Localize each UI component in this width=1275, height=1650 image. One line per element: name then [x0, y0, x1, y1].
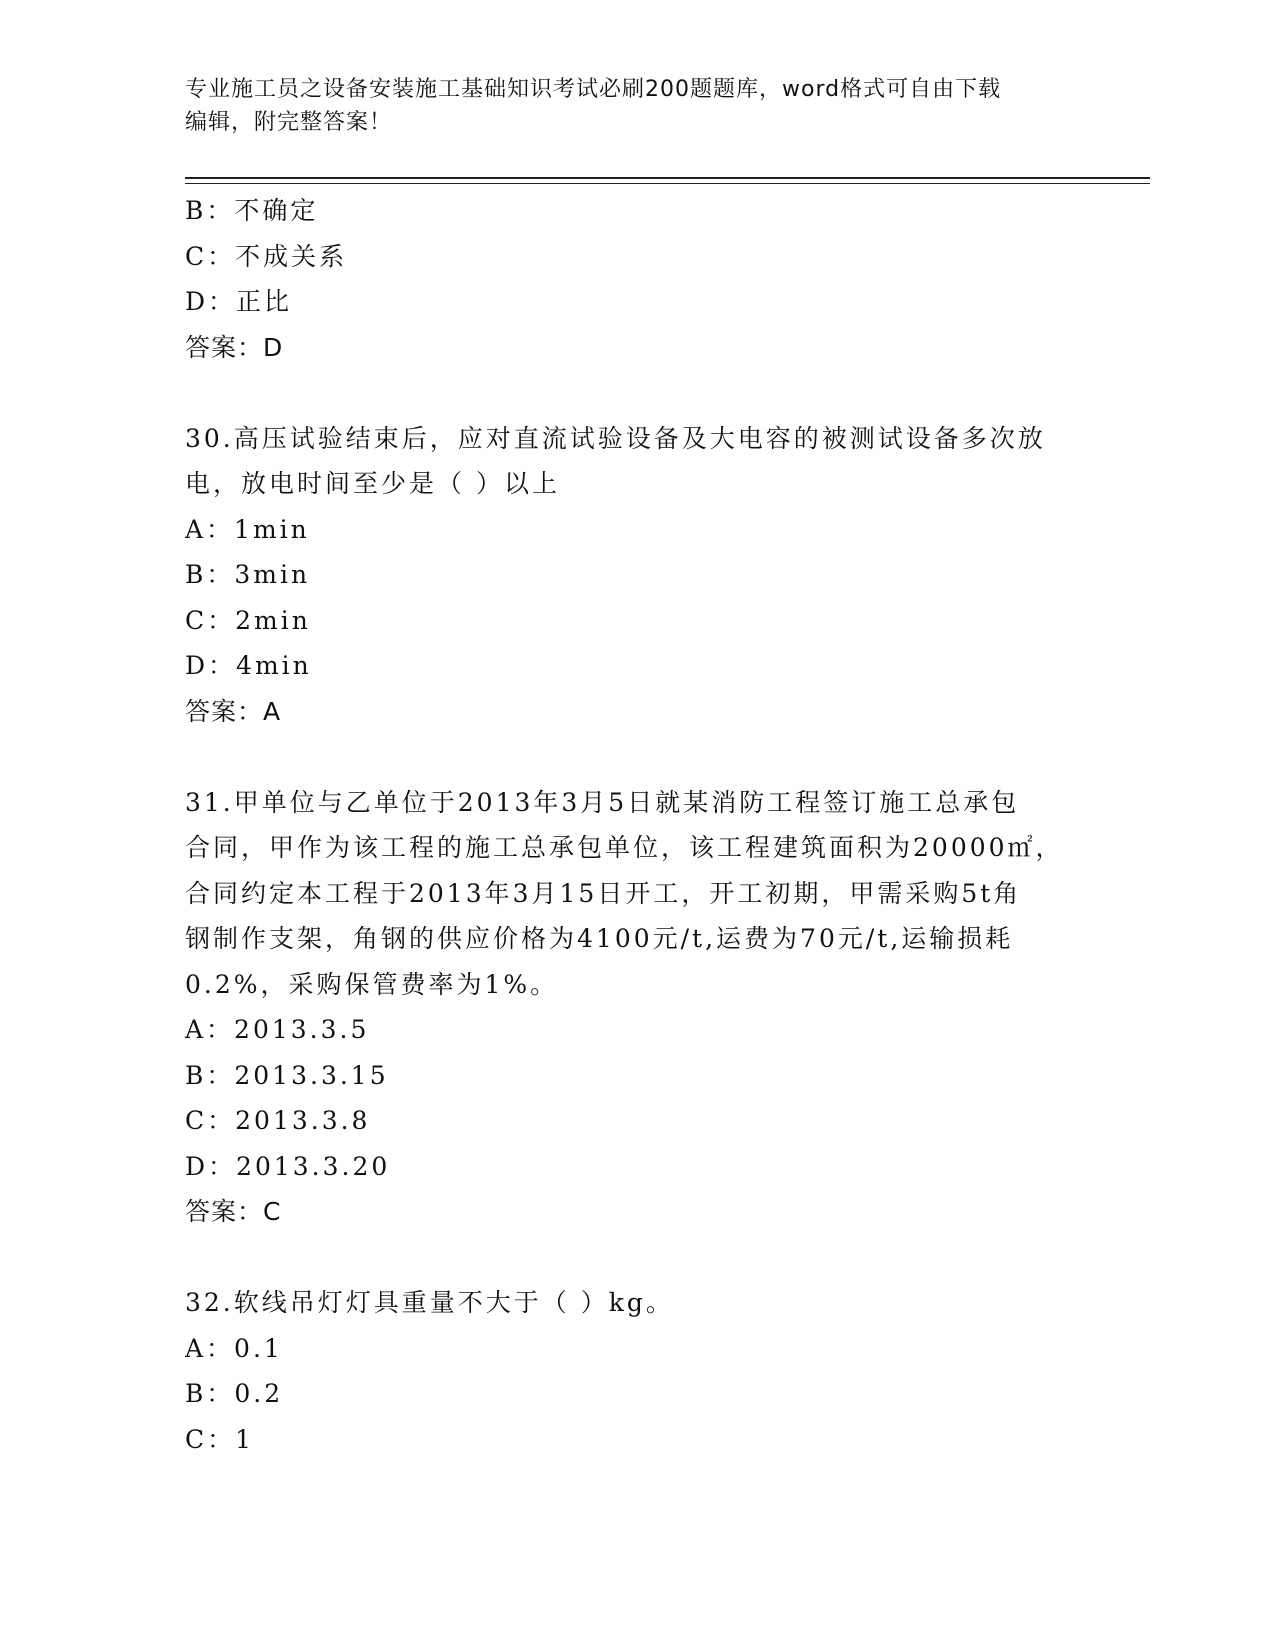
- option-d: D：4min: [185, 651, 312, 680]
- header-divider-thick: [185, 177, 1150, 179]
- question-text-line: 31.甲单位与乙单位于2013年3月5日就某消防工程签订施工总承包: [185, 787, 1020, 817]
- question-spacer: [185, 1235, 1085, 1281]
- option-a: A：2013.3.5: [185, 1015, 370, 1044]
- question-32: [185, 1280, 1085, 1462]
- option-d: D：正比: [185, 287, 293, 316]
- option-b: B：0.2: [185, 1379, 284, 1408]
- option-c: C：1: [185, 1424, 255, 1454]
- option-b: B：2013.3.15: [185, 1060, 389, 1090]
- question-text-line: 0.2%，采购保管费率为1%。: [185, 969, 559, 999]
- question-text-line: 30.高压试验结束后，应对直流试验设备及大电容的被测试设备多次放: [185, 423, 1046, 453]
- question-text-line: 合同约定本工程于2013年3月15日开工，开工初期，甲需采购5t角: [185, 878, 1022, 908]
- question-31: [185, 780, 1085, 1235]
- answer-line: 答案：C: [185, 1197, 282, 1226]
- question-29-partial: [185, 188, 1085, 370]
- option-d: D：2013.3.20: [185, 1151, 391, 1181]
- question-spacer: [185, 370, 1085, 416]
- option-b: B：3min: [185, 560, 311, 589]
- question-list: [185, 188, 1085, 1462]
- option-b: B：不确定: [185, 196, 319, 225]
- question-spacer: [185, 734, 1085, 780]
- option-c: C：2min: [185, 605, 311, 635]
- answer-line: 答案：D: [185, 332, 284, 362]
- option-c: C：不成关系: [185, 241, 348, 271]
- question-text-line: 合同，甲作为该工程的施工总承包单位，该工程建筑面积为20000㎡，: [185, 833, 1064, 862]
- header-divider-thin: [185, 183, 1150, 184]
- answer-line: 答案：A: [185, 696, 282, 726]
- question-text-line: 电，放电时间至少是（ ）以上: [185, 469, 560, 498]
- question-30: [185, 416, 1085, 735]
- question-text-line: 钢制作支架，角钢的供应价格为4100元/t,运费为70元/t,运输损耗: [185, 924, 1014, 953]
- document-header: [185, 73, 1065, 139]
- option-a: A：1min: [185, 514, 310, 544]
- question-text-line: 32.软线吊灯灯具重量不大于（ ）kg。: [185, 1288, 674, 1317]
- header-title-line-1: 专业施工员之设备安装施工基础知识考试必刷200题题库，word格式可自由下载: [185, 77, 1002, 102]
- option-a: A：0.1: [185, 1333, 283, 1363]
- header-title-line-2: 编辑，附完整答案！: [185, 110, 393, 135]
- option-c: C：2013.3.8: [185, 1106, 371, 1135]
